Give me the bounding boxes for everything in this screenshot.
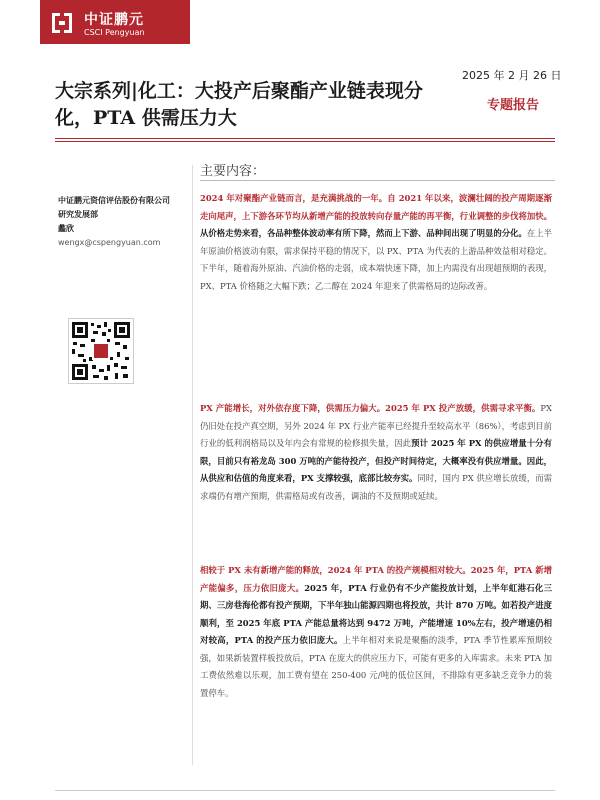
section-rule (200, 180, 555, 181)
p2-text-1: PX 仍旧处在投产真空期，另外 2024 年 PX 行业产能率已经提升至较高水平（86%），考虑到目前行业的低利润格局以及年内会有常规的检修损失量，因此 (200, 403, 552, 448)
qr-logo-icon (92, 342, 110, 360)
p2-bold: 预计 2025 年 PX 的供应增量十分有限，目前只有裕龙岛 300 万吨的产能待投产，但投产时间待定，大概率没有供应增量。因此，从供应和估值的角度来看，PX 支撑较强，底部比较夯实。 (200, 438, 552, 483)
p2-highlight: PX 产能增长，对外依存度下降，供需压力偏大。2025 年 PX 投产放缓，供需寻求平衡。 (200, 403, 541, 413)
author-email[interactable]: wengx@cspengyuan.com (58, 238, 161, 247)
paragraph-3 (200, 562, 552, 702)
report-type: 专题报告 (487, 98, 540, 113)
logo-cn: 中证鹏元 (84, 12, 144, 28)
p2-text-2: 同时，国内 PX 供应增长放缓，而需求端仍有增产预期，供需格局或有改善，调油的不及预期或延续。 (200, 473, 552, 501)
p1-highlight: 2024 年对聚酯产业链而言，是充满挑战的一年。自 2021 年以来，波澜壮阔的投产周期逐渐走向尾声，上下游各环节均从新增产能的投放转向存量产能的再平衡，行业调整的步伐将加快。 (200, 193, 552, 221)
paragraph-2 (200, 400, 552, 505)
logo-mark-icon (48, 8, 76, 38)
logo (48, 6, 178, 42)
org-name: 中证鹏元资信评估股份有限公司 (58, 196, 170, 205)
header-rule-secondary (55, 141, 555, 142)
logo-en: CSCI Pengyuan (84, 28, 145, 37)
p1-text: 在上半年原油价格波动有限，需求保持平稳的情况下，以 PX、PTA 为代表的上游品种效益相对稳定。下半年，随着海外原油、汽油价格的走弱，成本端快速下降，加上内需没有出现超预期的表现，PX、PTA 价格随之大幅下跌；乙二醇在 2024 年迎来了供需格局的边际改善。 (200, 228, 553, 291)
footer-rule (55, 790, 555, 791)
column-divider (192, 165, 193, 765)
report-date: 2025 年 2 月 26 日 (462, 69, 562, 82)
p3-text: 上半年相对来说是聚酯的淡季，PTA 季节性累库预期较强，如果新装置样板投放后，PTA 在庞大的供应压力下，可能有更多的入库需求。未来 PTA 加工费依然难以乐观，加工费有望在 250-400 元/吨的低位区间，不排除有更多缺乏竞争力的装置停车。 (200, 635, 552, 698)
dept-name: 研究发展部 (58, 210, 98, 219)
p1-bold: 从价格走势来看，各品种整体波动率有所下降，然而上下游、品种间出现了明显的分化。 (200, 228, 527, 238)
report-title: 大宗系列|化工：大投产后聚酯产业链表现分化，PTA 供需压力大 (55, 80, 423, 129)
author-info (58, 194, 193, 250)
qr-code-icon (68, 318, 134, 384)
p3-bold: 2025 年，PTA 行业仍有不少产能投放计划，上半年虹港石化三期、三房巷海伦都有投产预期，下半年独山能源四期也将投放，共计 870 万吨。如若投产进度顺利，至 2025 年底 PTA 产能总量将达到 9472 万吨，产能增速 10%左右，投产增速仍相对较高，PTA 的投产压力依旧庞大。 (200, 582, 552, 645)
section-title: 主要内容： (200, 164, 266, 179)
paragraph-1 (200, 190, 552, 295)
p3-highlight: 相较于 PX 未有新增产能的释放，2024 年 PTA 的投产规模相对较大。2025 年，PTA 新增产能偏多，压力依旧庞大。 (200, 565, 552, 593)
header-rule (55, 138, 555, 139)
author-name: 蠡欣 (58, 224, 74, 233)
